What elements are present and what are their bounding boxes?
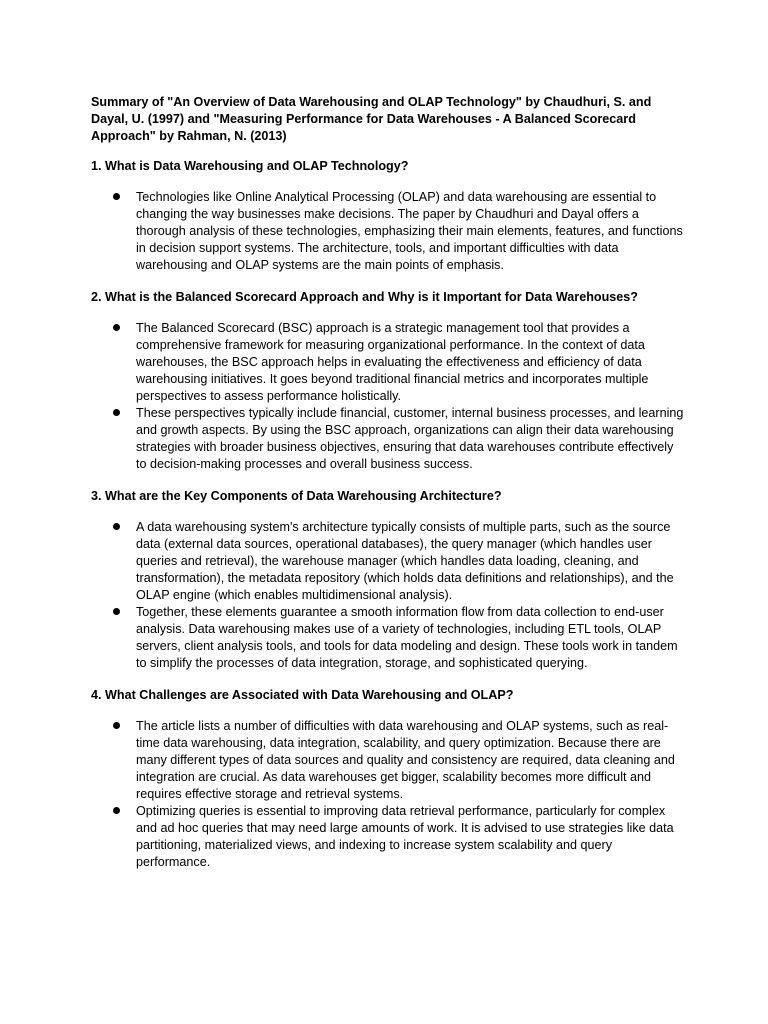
bullet-list-4 [91, 718, 687, 871]
bullet-text: Together, these elements guarantee a smooth information flow from data collection to end-user analysis. Data warehousing makes use of a variety of technologies, including ETL tools, OLAP servers, client analysis tools, and tools for data modeling and design. These tools work in tandem to simplify the processes of data integration, storage, and sophisticated querying. [136, 605, 678, 670]
list-item [91, 604, 687, 672]
section-heading-1: 1. What is Data Warehousing and OLAP Technology? [91, 159, 409, 173]
bullet-text: The Balanced Scorecard (BSC) approach is a strategic management tool that provides a comprehensive framework for measuring organizational performance. In the context of data warehouses, the BSC approach helps in evaluating the effectiveness and efficiency of data warehousing initiatives. It goes beyond traditional financial metrics and incorporates multiple perspectives to assess performance holistically. [136, 321, 649, 403]
list-item [91, 803, 687, 871]
bullet-text: A data warehousing system's architecture typically consists of multiple parts, such as the source data (external data sources, operational databases), the query manager (which handles user queries and retrieval), the warehouse manager (which handles data loading, cleaning, and transformation), the metadata repository (which holds data definitions and relationships), and the OLAP engine (which enables multidimensional analysis). [136, 520, 674, 602]
bullet-icon [113, 523, 120, 530]
bullet-icon [113, 324, 120, 331]
bullet-list-1 [91, 189, 687, 274]
document-title: Summary of "An Overview of Data Warehousing and OLAP Technology" by Chaudhuri, S. and Dayal, U. (1997) and "Measuring Performance for Data Warehouses - A Balanced Scorecard Approach" by Rahman, N. (2013) [91, 95, 652, 143]
section-heading-4: 4. What Challenges are Associated with Data Warehousing and OLAP? [91, 688, 514, 702]
section-heading-3: 3. What are the Key Components of Data Warehousing Architecture? [91, 489, 502, 503]
bullet-text: These perspectives typically include financial, customer, internal business processes, and learning and growth aspects. By using the BSC approach, organizations can align their data warehousing strategies with broader business objectives, ensuring that data warehouses contribute effectively to decision-making processes and overall business success. [136, 406, 684, 471]
bullet-icon [113, 722, 120, 729]
document-content [91, 94, 687, 886]
list-item [91, 405, 687, 473]
bullet-list-2 [91, 320, 687, 473]
bullet-text: Optimizing queries is essential to improving data retrieval performance, particularly for complex and ad hoc queries that may need large amounts of work. It is advised to use strategies like data partitioning, materialized views, and indexing to increase system scalability and query performance. [136, 804, 674, 869]
bullet-icon [113, 193, 120, 200]
section-heading-2: 2. What is the Balanced Scorecard Approach and Why is it Important for Data Warehouses? [91, 290, 638, 304]
bullet-text: The article lists a number of difficulties with data warehousing and OLAP systems, such as real-time data warehousing, data integration, scalability, and query optimization. Because there are many different types of data sources and quality and consistency are required, data cleaning and integration are crucial. As data warehouses get bigger, scalability becomes more difficult and requires effective storage and retrieval systems. [136, 719, 675, 801]
bullet-icon [113, 608, 120, 615]
bullet-list-3 [91, 519, 687, 672]
list-item [91, 189, 687, 274]
bullet-icon [113, 807, 120, 814]
list-item [91, 718, 687, 803]
bullet-text: Technologies like Online Analytical Processing (OLAP) and data warehousing are essential to changing the way businesses make decisions. The paper by Chaudhuri and Dayal offers a thorough analysis of these technologies, emphasizing their main elements, features, and functions in decision support systems. The architecture, tools, and important difficulties with data warehousing and OLAP systems are the main points of emphasis. [136, 190, 683, 272]
bullet-icon [113, 409, 120, 416]
list-item [91, 320, 687, 405]
list-item [91, 519, 687, 604]
